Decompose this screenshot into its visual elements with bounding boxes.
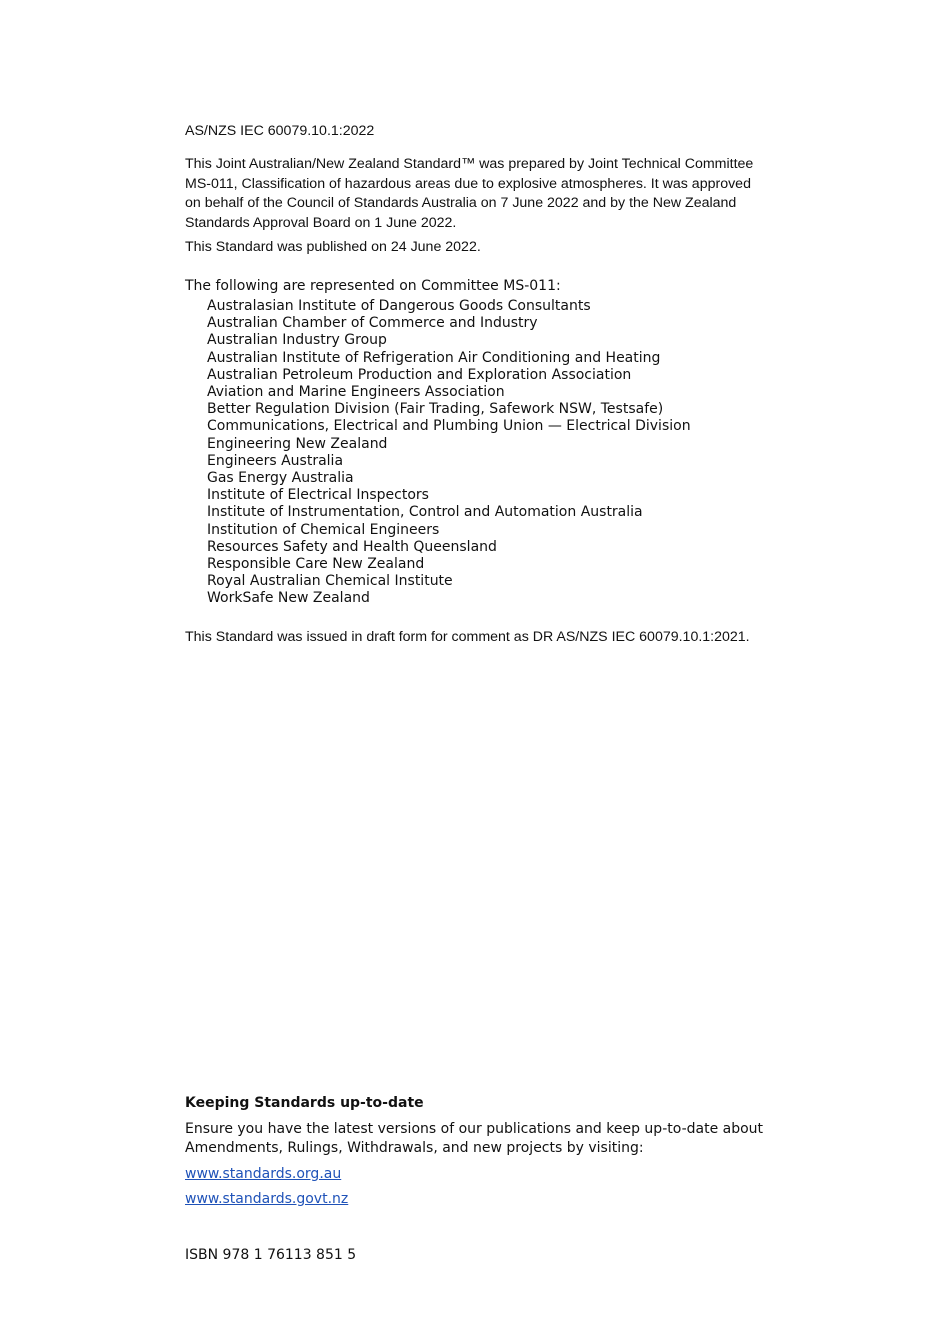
isbn: ISBN 978 1 76113 851 5 bbox=[185, 1247, 357, 1263]
committee-member: Australian Chamber of Commerce and Industry bbox=[207, 315, 538, 332]
committee-member: Gas Energy Australia bbox=[207, 470, 354, 487]
document-code: AS/NZS IEC 60079.10.1:2022 bbox=[185, 123, 375, 139]
committee-intro: The following are represented on Committee MS-011: bbox=[185, 278, 561, 294]
keeping-up-to-date-heading: Keeping Standards up-to-date bbox=[185, 1095, 424, 1111]
committee-member: Engineers Australia bbox=[207, 452, 344, 469]
committee-member: Australian Industry Group bbox=[207, 332, 387, 349]
publication-date-paragraph: This Standard was published on 24 June 2022. bbox=[185, 239, 481, 255]
committee-member: Australasian Institute of Dangerous Goods Consultants bbox=[207, 298, 591, 314]
approval-paragraph: This Joint Australian/New Zealand Standard™ was prepared by Joint Technical Committee MS-011, Classification of hazardous areas due to explosive atmospheres. It was approved on behalf of the Council of Standards Australia on 7 June 2022 and by the New Zealand Standards Approval Board on 1 June 2022. bbox=[185, 156, 754, 231]
committee-member: Institute of Electrical Inspectors bbox=[207, 487, 429, 504]
standards-nz-link[interactable]: www.standards.govt.nz bbox=[185, 1191, 349, 1207]
committee-member: Better Regulation Division (Fair Trading, Safework NSW, Testsafe) bbox=[207, 401, 664, 418]
committee-member: WorkSafe New Zealand bbox=[207, 590, 370, 607]
committee-member: Responsible Care New Zealand bbox=[207, 556, 425, 573]
keeping-up-to-date-text: Ensure you have the latest versions of our publications and keep up-to-date about Amendments, Rulings, Withdrawals, and new projects by visiting: bbox=[185, 1121, 764, 1156]
committee-member: Communications, Electrical and Plumbing Union — Electrical Division bbox=[207, 418, 691, 435]
committee-member: Resources Safety and Health Queensland bbox=[207, 538, 497, 555]
committee-member: Engineering New Zealand bbox=[207, 435, 388, 452]
draft-note: This Standard was issued in draft form for comment as DR AS/NZS IEC 60079.10.1:2021. bbox=[185, 629, 750, 645]
committee-member: Royal Australian Chemical Institute bbox=[207, 573, 453, 590]
committee-member: Aviation and Marine Engineers Association bbox=[207, 384, 505, 401]
committee-member: Australian Institute of Refrigeration Air Conditioning and Heating bbox=[207, 349, 661, 366]
committee-member: Australian Petroleum Production and Exploration Association bbox=[207, 366, 632, 383]
committee-member: Institution of Chemical Engineers bbox=[207, 521, 440, 538]
committee-member-list bbox=[207, 298, 691, 608]
standards-australia-link[interactable]: www.standards.org.au bbox=[185, 1166, 342, 1182]
committee-member: Institute of Instrumentation, Control and Automation Australia bbox=[207, 504, 643, 521]
